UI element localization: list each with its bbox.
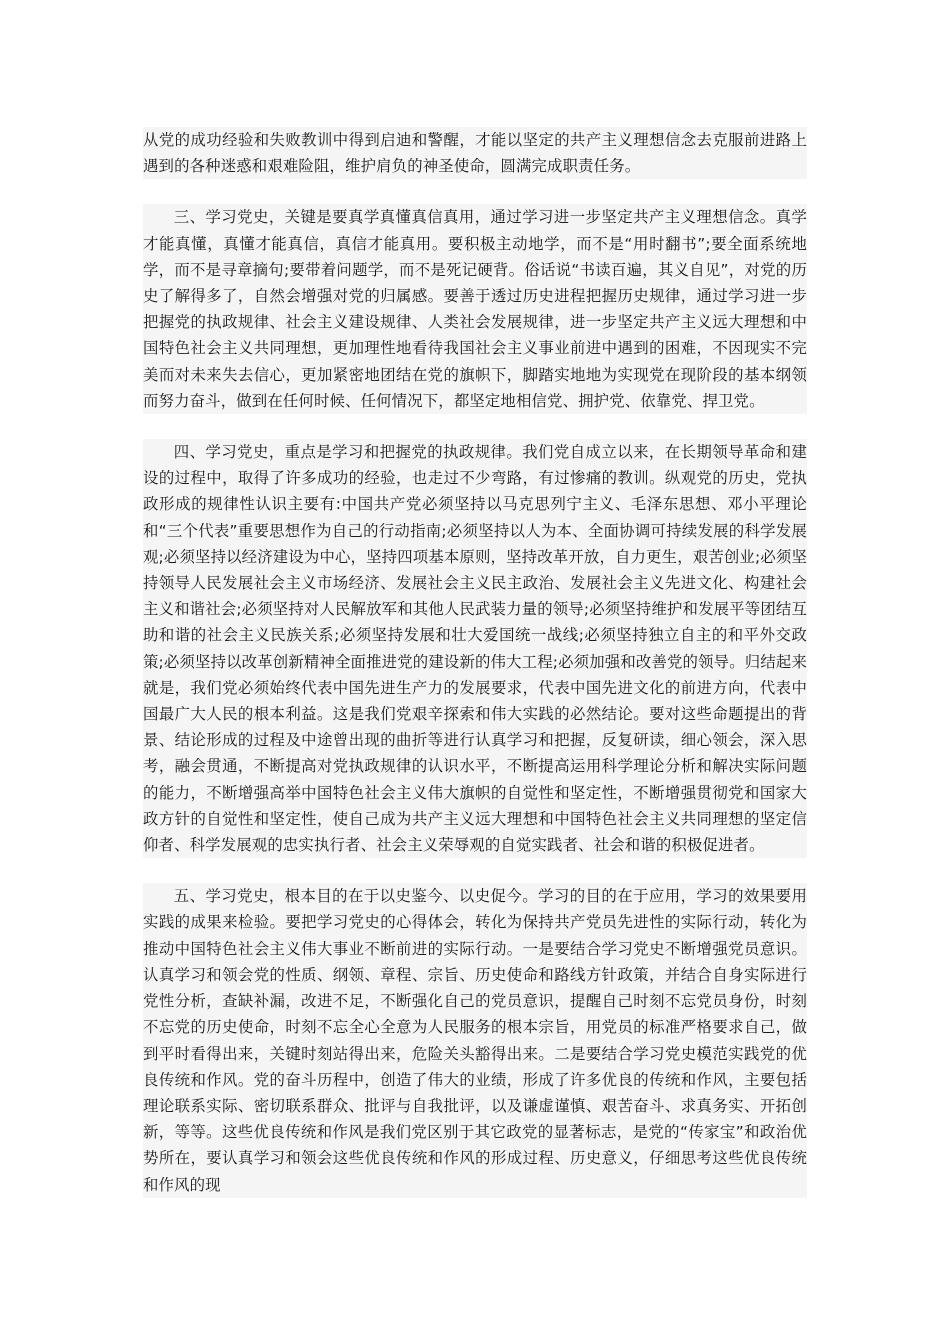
paragraph-section-five: 五、学习党史，根本目的在于以史鉴今、以史促今。学习的目的在于应用，学习的效果要用实践的成果来检验。要把学习党史的心得体会，转化为保持共产党员先进性的实际行动，转化为推动中国特色社会主义伟大事业不断前进的实际行动。一是要结合学习党史不断增强党员意识。认真学习和领会党的性质、纲领、章程、宗旨、历史使命和路线方针政策，并结合自身实际进行党性分析，查缺补漏，改进不足，不断强化自己的党员意识，提醒自己时刻不忘党员身份，时刻不忘党的历史使命，时刻不忘全心全意为人民服务的根本宗旨，用党员的标准严格要求自己，做到平时看得出来，关键时刻站得出来，危险关头豁得出来。二是要结合学习党史模范实践党的优良传统和作风。党的奋斗历程中，创造了伟大的业绩，形成了许多优良的传统和作风，主要包括理论联系实际、密切联系群众、批评与自我批评，以及谦虚谨慎、艰苦奋斗、求真务实、开拓创新，等等。这些优良传统和作风是我们党区别于其它政党的显著标志，是党的“传家宝”和政治优势所在，要认真学习和领会这些优良传统和作风的形成过程、历史意义，仔细思考这些优良传统和作风的现	[143, 887, 807, 1194]
paragraph-gap	[143, 179, 807, 204]
paragraph-section-three: 三、学习党史，关键是要真学真懂真信真用，通过学习进一步坚定共产主义理想信念。真学才能真懂，真懂才能真信，真信才能真用。要积极主动地学，而不是“用时翻书”;要全面系统地学，而不是寻章摘句;要带着问题学，而不是死记硬背。俗话说“书读百遍，其义自见”，对党的历史了解得多了，自然会增强对党的归属感。要善于透过历史进程把握历史规律，通过学习进一步把握党的执政规律、社会主义建设规律、人类社会发展规律，进一步坚定共产主义远大理想和中国特色社会主义共同理想，更加理性地看待我国社会主义事业前进中遇到的困难，不因现实不完美而对未来失去信心，更加紧密地团结在党的旗帜下，脚踏实地地为实现党在现阶段的基本纲领而努力奋斗，做到在任何时候、任何情况下，都坚定地相信党、拥护党、依靠党、捍卫党。	[143, 208, 807, 410]
paragraph-section-four: 四、学习党史，重点是学习和把握党的执政规律。我们党自成立以来，在长期领导革命和建设的过程中，取得了许多成功的经验，也走过不少弯路，有过惨痛的教训。纵观党的历史，党执政形成的规律性认识主要有:中国共产党必须坚持以马克思列宁主义、毛泽东思想、邓小平理论和“三个代表”重要思想作为自己的行动指南;必须坚持以人为本、全面协调可持续发展的科学发展观;必须坚持以经济建设为中心，坚持四项基本原则，坚持改革开放，自力更生，艰苦创业;必须坚持领导人民发展社会主义市场经济、发展社会主义民主政治、发展社会主义先进文化、构建社会主义和谐社会;必须坚持对人民解放军和其他人民武装力量的领导;必须坚持维护和发展平等团结互助和谐的社会主义民族关系;必须坚持发展和壮大爱国统一战线;必须坚持独立自主的和平外交政策;必须坚持以改革创新精神全面推进党的建设新的伟大工程;必须加强和改善党的领导。归结起来就是，我们党必须始终代表中国先进生产力的发展要求，代表中国先进文化的前进方向，代表中国最广大人民的根本利益。这是我们党艰辛探索和伟大实践的必然结论。要对这些命题提出的背景、结论形成的过程及中途曾出现的曲折等进行认真学习和把握，反复研读，细心领会，深入思考，融会贯通，不断提高对党执政规律的认识水平，不断提高运用科学理论分析和解决实际问题的能力，不断增强高举中国特色社会主义伟大旗帜的自觉性和坚定性，不断增强贯彻党和国家大政方针的自觉性和坚定性，使自己成为共产主义远大理想和中国特色社会主义共同理想的坚定信仰者、科学发展观的忠实执行者、社会主义荣辱观的自觉实践者、社会和谐的积极促进者。	[143, 443, 807, 855]
document-body	[143, 127, 807, 1198]
paragraph-continuation: 从党的成功经验和失败教训中得到启迪和警醒，才能以坚定的共产主义理想信念去克服前进路上遇到的各种迷惑和艰难险阻，维护肩负的神圣使命，圆满完成职责任务。	[143, 131, 807, 176]
paragraph-gap	[143, 858, 807, 883]
paragraph-gap	[143, 414, 807, 439]
